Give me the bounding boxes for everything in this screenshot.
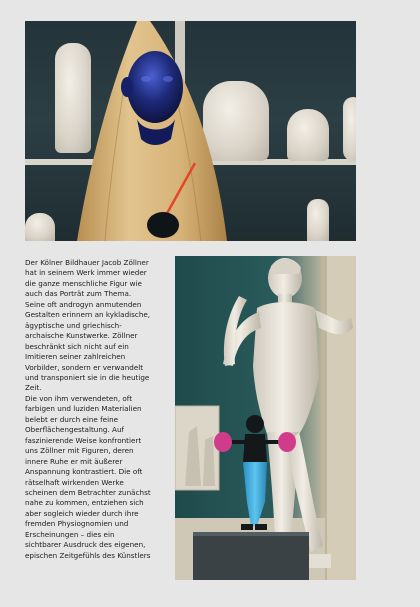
article-line: scheinen dem Betrachter zunächst xyxy=(25,487,151,497)
article-line: innere Ruhe er mit äußerer xyxy=(25,456,123,466)
magenta-weight-right xyxy=(278,432,296,452)
article-line: archaische Kunstwerke. Zöllner xyxy=(25,331,138,341)
magenta-weight-left xyxy=(214,432,232,452)
pedestal xyxy=(193,534,309,580)
article-line: Zeit. xyxy=(25,383,42,393)
article-line: Die von ihm verwendeten, oft xyxy=(25,393,133,403)
article-line: fremden Physiognomien und xyxy=(25,519,129,529)
article-line: die ganze menschliche Figur wie xyxy=(25,278,142,288)
article-line: nahe zu kommen, entziehen sich xyxy=(25,498,144,508)
article-line: sichtbarer Ausdruck des eigenen, xyxy=(25,540,146,550)
article-line: aber sogleich wieder durch ihre xyxy=(25,508,139,518)
article-line: Der Kölner Bildhauer Jacob Zöllner xyxy=(25,258,149,267)
article-line: hat in seinem Werk immer wieder xyxy=(25,268,147,278)
photo-sculpture-blue-head xyxy=(25,21,356,241)
article-line: farbigen und luziden Materialien xyxy=(25,404,142,414)
article-line: Anspannung kontrastiert. Die oft xyxy=(25,467,143,477)
article-line: uns Zöllner mit Figuren, deren xyxy=(25,446,134,456)
article-line: beschränkt sich nicht auf ein xyxy=(25,341,129,351)
article-line: Oberflächengestaltung. Auf xyxy=(25,425,125,435)
article-line: Imitieren seiner zahlreichen xyxy=(25,352,126,362)
article-line: ägyptische und griechisch- xyxy=(25,320,122,330)
article-line: Erscheinungen – dies ein xyxy=(25,529,115,539)
article-line: Gestalten erinnern an kykladische, xyxy=(25,310,151,320)
cobalt-head xyxy=(127,51,183,123)
article-line: Seine oft androgyn anmutenden xyxy=(25,299,142,309)
article-line: belebt er durch eine feine xyxy=(25,414,119,424)
photo-classical-statue-and-weightlifter xyxy=(175,256,356,580)
article-line: auch das Porträt zum Thema. xyxy=(25,289,132,299)
pilaster xyxy=(327,256,356,580)
article-line: faszinierende Weise konfrontiert xyxy=(25,435,142,445)
article-text xyxy=(25,258,170,561)
statue-illustration xyxy=(175,256,356,580)
article-line: rätselhaft wirkenden Werke xyxy=(25,477,124,487)
article-line: und transponiert sie in die heutige xyxy=(25,372,150,382)
article-line: Vorbilder, sondern er verwandelt xyxy=(25,362,144,372)
article-line: epischen Zeitgefühls des Künstlers xyxy=(25,550,151,560)
sculpture-illustration xyxy=(25,21,356,241)
